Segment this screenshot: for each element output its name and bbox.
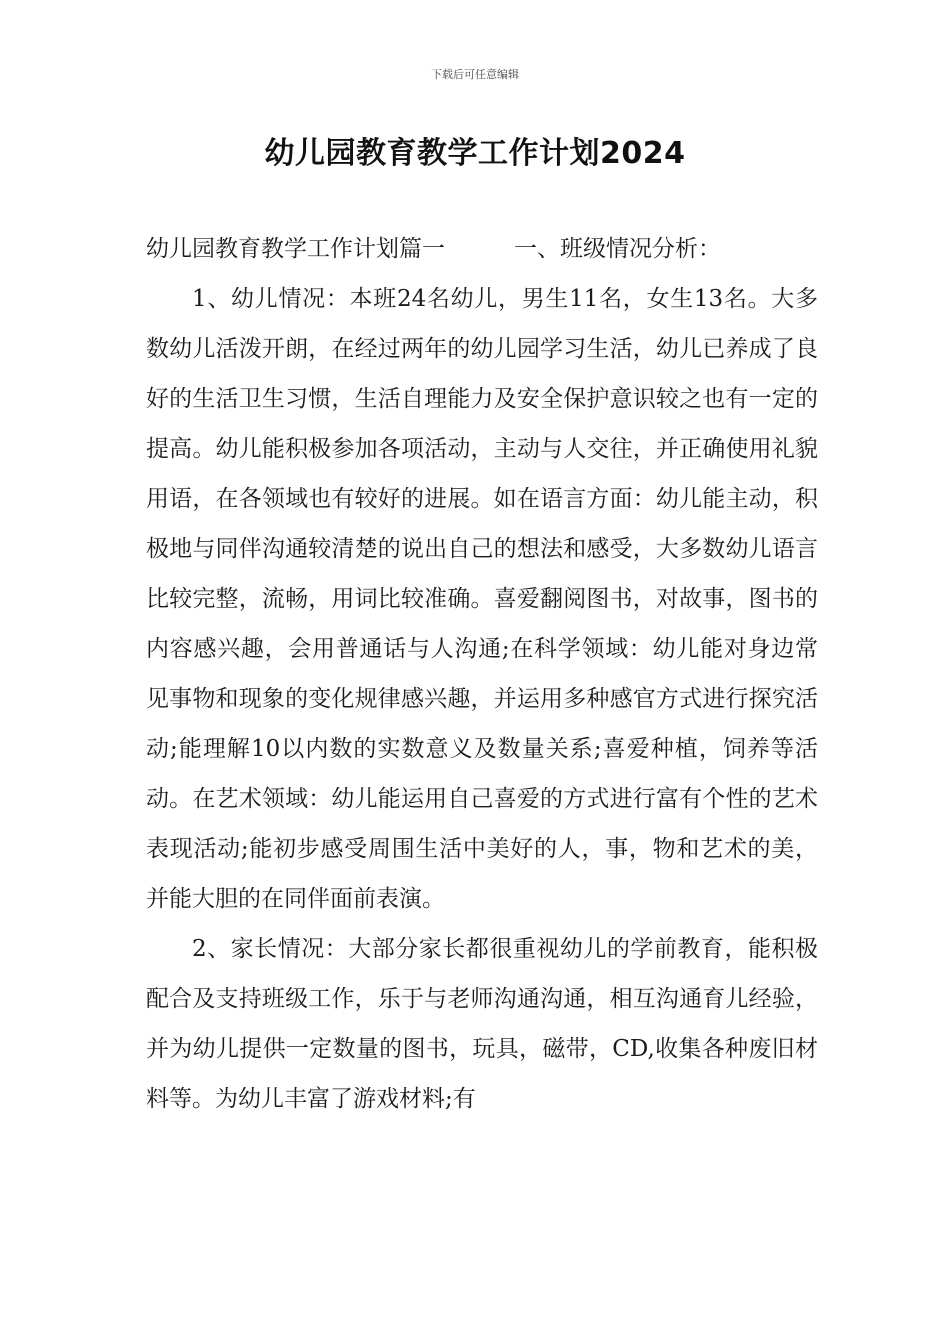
header-note: 下载后可任意编辑 — [431, 68, 519, 81]
document-title: 幼儿园教育教学工作计划2024 — [264, 136, 686, 171]
document-body — [146, 224, 818, 1124]
lead-line: 幼儿园教育教学工作计划篇一 一、班级情况分析： — [146, 236, 721, 262]
paragraph-parents-situation: 2、家长情况：大部分家长都很重视幼儿的学前教育，能积极配合及支持班级工作，乐于与老师沟通沟通，相互沟通育儿经验，并为幼儿提供一定数量的图书，玩具，磁带，CD,收集各种废旧材料等。为幼儿丰富了游戏材料;有 — [146, 936, 818, 1112]
paragraph-children-situation: 1、幼儿情况：本班24名幼儿，男生11名，女生13名。大多数幼儿活泼开朗，在经过两年的幼儿园学习生活，幼儿已养成了良好的生活卫生习惯，生活自理能力及安全保护意识较之也有一定的提高。幼儿能积极参加各项活动，主动与人交往，并正确使用礼貌用语，在各领域也有较好的进展。如在语言方面：幼儿能主动，积极地与同伴沟通较清楚的说出自己的想法和感受，大多数幼儿语言比较完整，流畅，用词比较准确。喜爱翻阅图书，对故事，图书的内容感兴趣，会用普通话与人沟通;在科学领域：幼儿能对身边常见事物和现象的变化规律感兴趣，并运用多种感官方式进行探究活动;能理解10以内数的实数意义及数量关系;喜爱种植，饲养等活动。在艺术领域：幼儿能运用自己喜爱的方式进行富有个性的艺术表现活动;能初步感受周围生活中美好的人，事，物和艺术的美，并能大胆的在同伴面前表演。 — [146, 286, 818, 912]
